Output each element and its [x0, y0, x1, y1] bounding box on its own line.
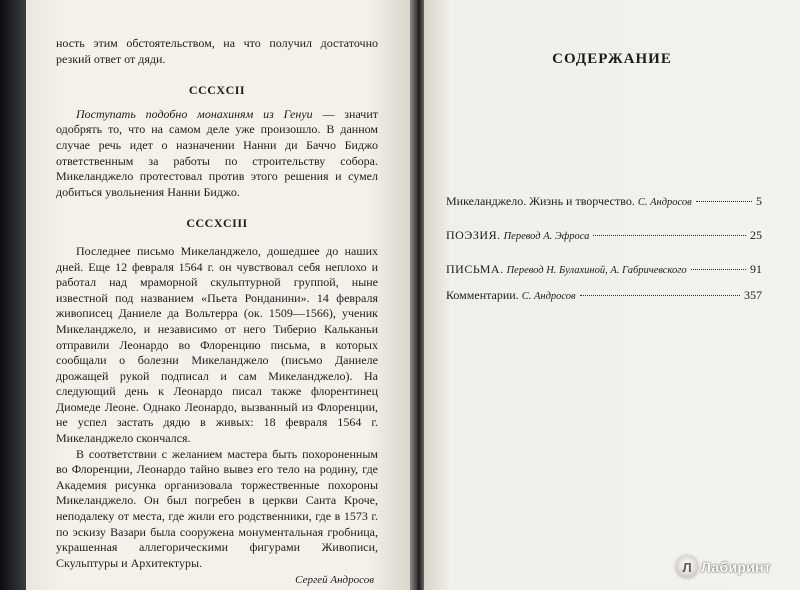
labirint-logo-text: Лабиринт	[701, 559, 772, 575]
toc-entry-text	[446, 228, 589, 243]
toc-entry-author: С. Андросов	[637, 197, 692, 208]
note-cccxciii-paragraph-2: В соответствии с желанием мастера быть похороненным во Флоренции, Леонардо тайно вывез его тело на родину, где Академия рисунка организовала торжественные похороны Микеланджело. Он был погребен в церкви Санта Кроче, неподалеку от места, где жили его родственники, где в 1573 г. по эскизу Вазари была сооружена монументальная гробница, украшенная аллегорическими фигурами Живописи, Скульптуры и Архитектуры.	[56, 446, 378, 570]
toc-entry-letters	[446, 262, 762, 278]
commentary-column	[56, 36, 378, 589]
note-cccxcii-text	[56, 107, 378, 201]
toc-page-number: 357	[744, 288, 762, 302]
toc-entry-label: Комментарии.	[446, 288, 519, 302]
toc-entry-label: Микеланджело. Жизнь и творчество.	[446, 194, 635, 208]
note-cccxcii-quote: Поступать подобно монахиням из Генуи	[76, 106, 313, 121]
book-left-edge	[0, 0, 26, 590]
left-page	[26, 0, 412, 590]
toc-leader-dots	[696, 201, 752, 202]
toc-leader-dots	[593, 235, 746, 236]
labirint-watermark	[676, 553, 794, 581]
contents-title: СОДЕРЖАНИЕ	[552, 51, 672, 67]
toc-page-number: 5	[756, 194, 762, 208]
toc-entry-author: С. Андросов	[521, 291, 576, 302]
toc-entry-translator: Перевод Н. Булахиной, А. Габричевского	[506, 265, 687, 276]
toc-entry-text	[446, 288, 576, 303]
note-cccxcii-body: — значит одобрять то, что на самом деле уже произошло. В данном случае речь идет о назначении Нанни ди Баччо Биджо ответственным за работы по строительству собора. Микеланджело протестовал против этого решения и сумел добиться увольнения Нанни Биджо.	[56, 106, 378, 199]
note-number-cccxciii: CCCXCIII	[186, 216, 248, 231]
toc-entry-label: ПИСЬМА.	[446, 262, 504, 276]
toc-entry-poetry	[446, 228, 762, 244]
note-number-cccxcii: CCCXCII	[188, 83, 246, 98]
labirint-logo-icon: Л	[676, 556, 698, 578]
toc-entry-biography	[446, 194, 762, 210]
toc-entry-translator: Перевод А. Эфроса	[503, 231, 590, 242]
toc-page-number: 25	[750, 228, 762, 242]
toc-leader-dots	[691, 269, 746, 270]
author-signature: Сергей Андросов	[295, 574, 374, 587]
toc-leader-dots	[580, 295, 740, 296]
right-page	[424, 0, 800, 590]
toc-entry-commentary	[446, 288, 762, 304]
continuation-text: ность этим обстоятельством, на что получил достаточно резкий ответ от дяди.	[56, 36, 378, 66]
toc-entry-text	[446, 262, 687, 277]
toc-entry-label: ПОЭЗИЯ.	[446, 228, 501, 242]
toc-entry-text	[446, 194, 692, 209]
note-cccxciii-paragraph-1: Последнее письмо Микеланджело, дошедшее до наших дней. Еще 12 февраля 1564 г. он чувствовал себя неплохо и работал над мраморной скульптурной группой, ныне известной под названием «Пьета Ронданини». 14 февраля живописец Даниеле да Вольтерра (ок. 1509—1566), ученик Микеланджело, и независимо от него Тиберио Кальканьи отправили Леонардо во Флоренцию письма, в которых сообщали о болезни Микеланджело (письмо Даниеле дрожащей рукой подписал и сам Микеланджело). На следующий день к Леонардо писал также флорентинец Диомеде Леоне. Однако Леонардо, вызванный из Флоренции, не успел застать дядю в живых: 18 февраля 1564 г. Микеланджело скончался.	[56, 243, 378, 446]
table-of-contents	[446, 194, 762, 304]
toc-page-number: 91	[750, 262, 762, 276]
